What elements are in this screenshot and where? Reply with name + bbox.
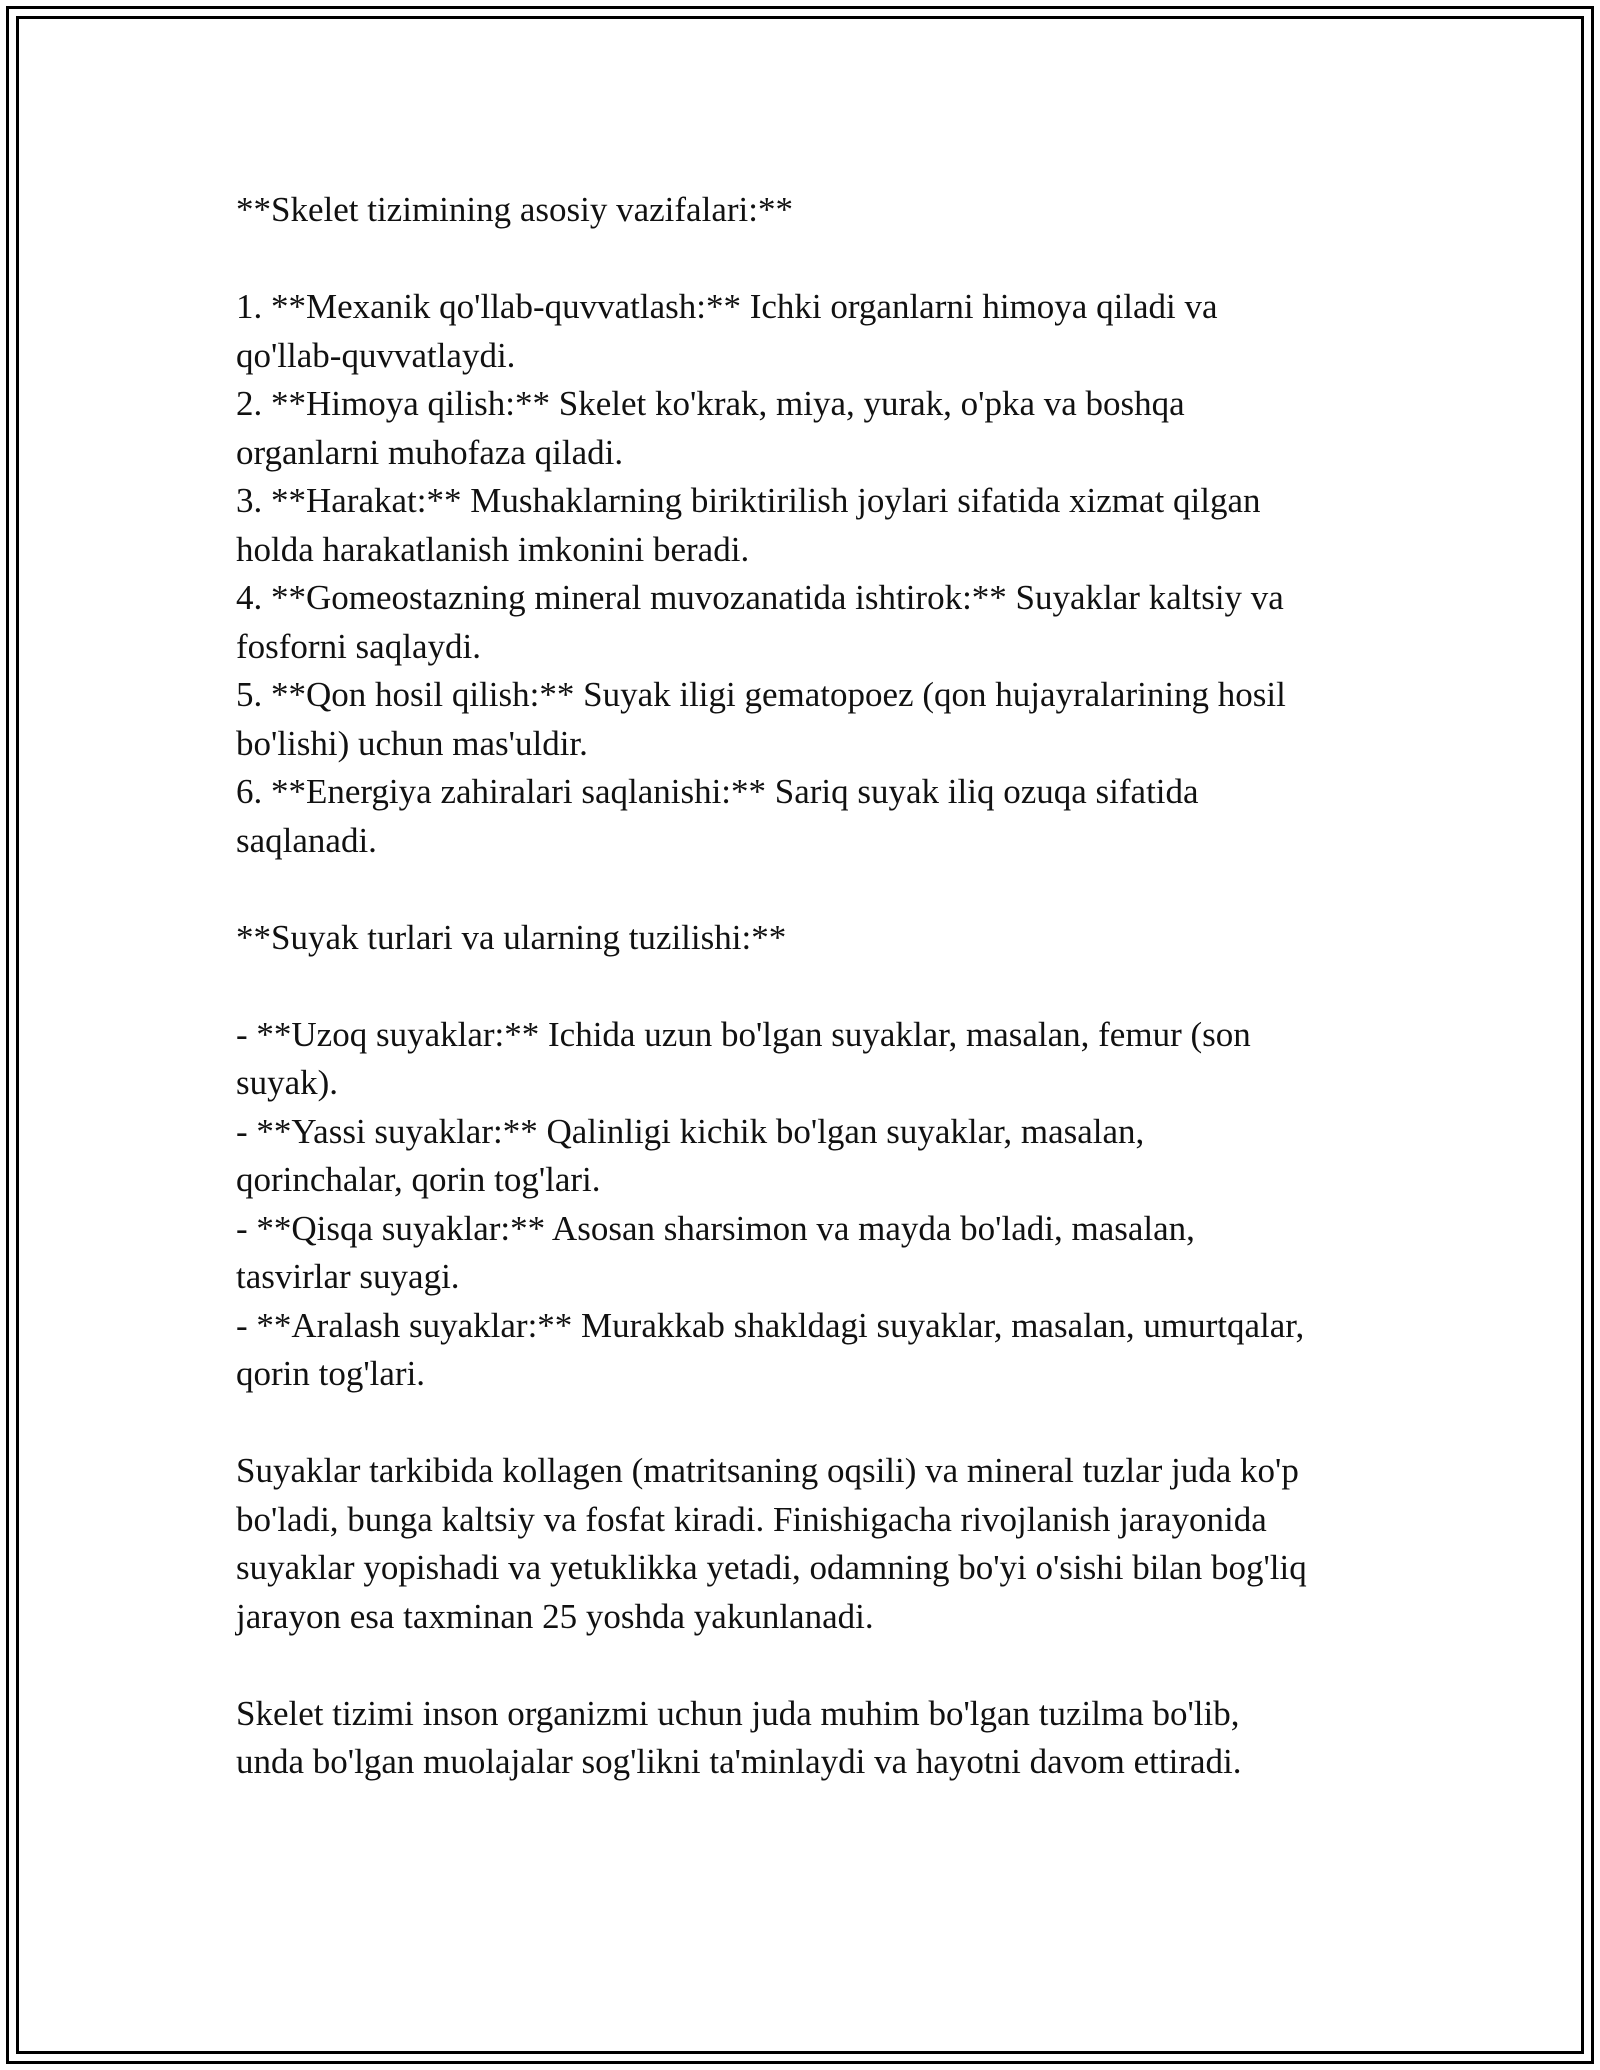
spacer (236, 235, 1366, 284)
list-item-line: - **Uzoq suyaklar:** Ichida uzun bo'lgan suyaklar, masalan, femur (son (236, 1014, 1251, 1054)
list-item (236, 768, 1366, 865)
list-item-line: 3. **Harakat:** Mushaklarning biriktirilish joylari sifatida xizmat qilgan (236, 481, 1261, 520)
list-item-line: organlarni muhofaza qiladi. (236, 432, 624, 472)
list-item-line: - **Qisqa suyaklar:** Asosan sharsimon va mayda bo'ladi, masalan, (236, 1208, 1195, 1248)
list-item-line: 1. **Mexanik qo'llab-quvvatlash:** Ichki organlarni himoya qiladi va (236, 287, 1218, 326)
list-item (236, 1108, 1366, 1205)
types-heading: **Suyak turlari va ularning tuzilishi:** (236, 917, 787, 957)
paragraph-line: Suyaklar tarkibida kollagen (matritsaning oqsili) va mineral tuzlar juda ko'p (236, 1451, 1299, 1490)
list-item-line: qo'llab-quvvatlaydi. (236, 335, 516, 375)
functions-heading: **Skelet tizimining asosiy vazifalari:** (236, 190, 793, 229)
spacer (236, 865, 1366, 914)
list-item (236, 1302, 1366, 1399)
list-item-line: saqlanadi. (236, 820, 377, 860)
document-body (236, 186, 1366, 1787)
list-item-line: fosforni saqlaydi. (236, 626, 481, 666)
types-list (236, 1011, 1366, 1399)
list-item-line: 4. **Gomeostazning mineral muvozanatida ishtirok:** Suyaklar kaltsiy va (236, 578, 1284, 617)
functions-list (236, 283, 1366, 865)
list-item (236, 283, 1366, 380)
list-item (236, 671, 1366, 768)
list-item-line: qorin tog'lari. (236, 1354, 426, 1393)
list-item-line: - **Yassi suyaklar:** Qalinligi kichik bo'lgan suyaklar, masalan, (236, 1111, 1145, 1151)
list-item (236, 1011, 1366, 1108)
list-item-line: tasvirlar suyagi. (236, 1257, 460, 1296)
paragraph-line: jarayon esa taxminan 25 yoshda yakunlanadi. (236, 1596, 874, 1636)
list-item (236, 380, 1366, 477)
list-item-line: holda harakatlanish imkonini beradi. (236, 529, 750, 569)
list-item (236, 477, 1366, 574)
spacer (236, 1641, 1366, 1690)
list-item-line: 2. **Himoya qilish:** Skelet ko'krak, miya, yurak, o'pka va boshqa (236, 384, 1185, 423)
list-item (236, 574, 1366, 671)
list-item-line: 6. **Energiya zahiralari saqlanishi:** Sariq suyak iliq ozuqa sifatida (236, 772, 1199, 811)
spacer (236, 1399, 1366, 1448)
list-item-line: bo'lishi) uchun mas'uldir. (236, 723, 588, 763)
spacer (236, 962, 1366, 1011)
paragraph-line: unda bo'lgan muolajalar sog'likni ta'minlaydi va hayotni davom ettiradi. (236, 1742, 1242, 1781)
paragraph-line: bo'ladi, bunga kaltsiy va fosfat kiradi. Finishigacha rivojlanish jarayonida (236, 1499, 1267, 1539)
list-item-line: qorinchalar, qorin tog'lari. (236, 1160, 601, 1199)
list-item-line: suyak). (236, 1063, 339, 1102)
list-item-line: - **Aralash suyaklar:** Murakkab shakldagi suyaklar, masalan, umurtqalar, (236, 1305, 1305, 1345)
composition-paragraph (236, 1447, 1366, 1641)
paragraph-line: Skelet tizimi inson organizmi uchun juda muhim bo'lgan tuzilma bo'lib, (236, 1693, 1240, 1733)
list-item (236, 1205, 1366, 1302)
list-item-line: 5. **Qon hosil qilish:** Suyak iligi gematopoez (qon hujayralarining hosil (236, 675, 1286, 714)
paragraph-line: suyaklar yopishadi va yetuklikka yetadi, odamning bo'yi o'sishi bilan bog'liq (236, 1548, 1307, 1587)
conclusion-paragraph (236, 1690, 1366, 1787)
